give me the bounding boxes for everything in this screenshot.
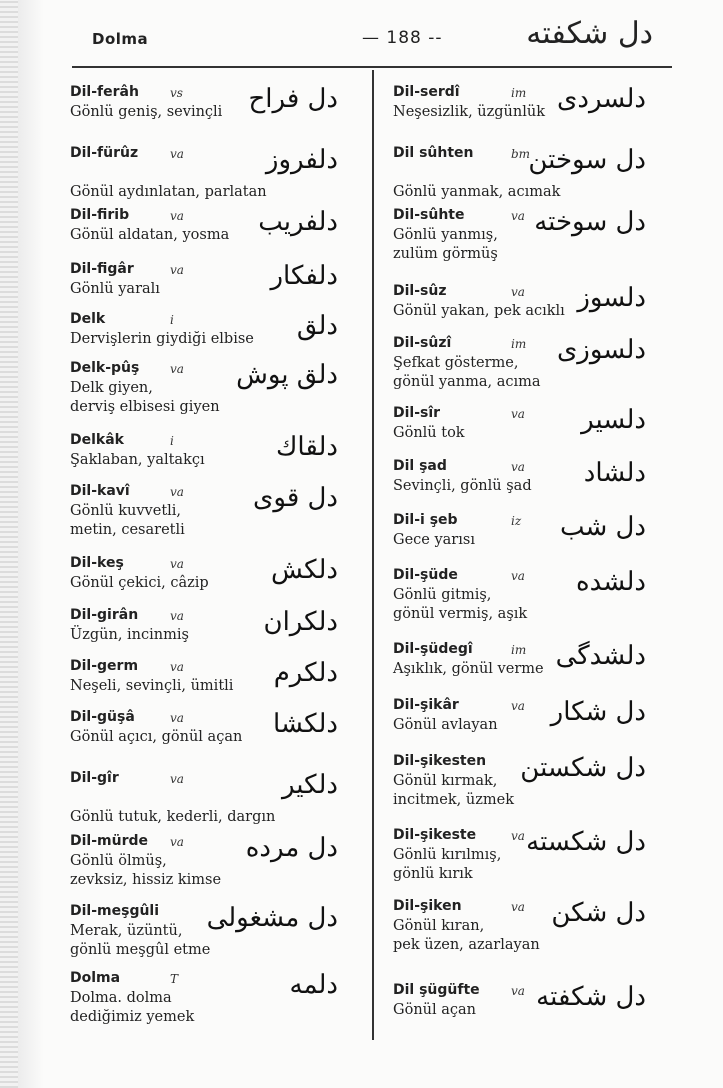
definition-line: Gönül kırmak,	[393, 773, 498, 789]
definition-line: Gönlü ölmüş,	[70, 853, 167, 869]
entry-grammar-type: va	[511, 699, 525, 713]
entry-definition	[70, 728, 242, 747]
entry-definition	[70, 789, 275, 827]
entry-definition	[393, 531, 475, 550]
header-arabic-headword: دل شكفته	[526, 16, 653, 51]
page-number: — 188 --	[362, 28, 443, 48]
definition-line: Gönlü tutuk, kederli, dargın	[70, 809, 276, 825]
definition-line: dediğimiz yemek	[70, 1009, 195, 1025]
entry-headword: Dil-gîr	[70, 770, 119, 786]
definition-line	[393, 164, 560, 183]
entry-arabic-script: دلكير	[281, 770, 338, 800]
definition-line: Gönül aldatan, yosma	[70, 227, 230, 243]
entry-headword: Dil-girân	[70, 607, 139, 623]
entry-headword: Dil-sûz	[393, 283, 447, 299]
definition-line: Gönlü kırılmış,	[393, 847, 502, 863]
entry-grammar-type: vs	[170, 86, 183, 100]
definition-line: metin, cesaretli	[70, 522, 185, 538]
entry-headword: Delkâk	[70, 432, 124, 448]
definition-line: Gönlü tok	[393, 425, 465, 441]
entry-arabic-script: دل شكستن	[520, 753, 646, 783]
header-headword: Dolma	[92, 30, 149, 48]
entry-definition	[70, 379, 220, 417]
entry-headword: Dil-germ	[70, 658, 139, 674]
definition-line: Gönül çekici, câzip	[70, 575, 209, 591]
entry-arabic-script: دلكران	[263, 607, 338, 637]
entry-arabic-script: دل سوخته	[534, 207, 646, 237]
entry-grammar-type: im	[511, 337, 527, 351]
entry-headword: Dolma	[70, 970, 121, 986]
entry-headword: Dil-mürde	[70, 833, 149, 849]
entry-arabic-script: دلفكار	[270, 261, 338, 291]
entry-definition	[70, 574, 209, 593]
entry-arabic-script: دلسردى	[557, 84, 646, 114]
entry-grammar-type: i	[170, 434, 174, 448]
entry-grammar-type: va	[170, 147, 184, 161]
entry-arabic-script: دل شب	[559, 512, 646, 542]
entry-headword: Dil şügüfte	[393, 982, 480, 998]
entry-definition	[70, 852, 221, 890]
entry-grammar-type: va	[170, 609, 184, 623]
entry-arabic-script: دل شكفته	[536, 982, 646, 1012]
definition-line: Sevinçli, gönlü şad	[393, 478, 532, 494]
definition-line: Aşıklık, gönül verme	[393, 661, 544, 677]
definition-line	[70, 789, 275, 808]
definition-line: derviş elbisesi giyen	[70, 399, 220, 415]
entry-grammar-type: va	[170, 557, 184, 571]
entry-definition	[393, 424, 465, 443]
entry-headword: Dil-firib	[70, 207, 130, 223]
definition-line: Gönlü gitmiş,	[393, 587, 492, 603]
definition-line: Gönlü yanmış,	[393, 227, 498, 243]
entry-definition	[393, 716, 498, 735]
entry-grammar-type: im	[511, 643, 527, 657]
definition-line: Üzgün, incinmiş	[70, 627, 189, 643]
definition-line: Gönül açan	[393, 1002, 476, 1018]
definition-line: Gönül kıran,	[393, 918, 485, 934]
entry-arabic-script: دلق	[296, 311, 338, 341]
entry-arabic-script: دلفريب	[258, 207, 338, 237]
entry-grammar-type: va	[511, 209, 525, 223]
entry-arabic-script: دلسير	[581, 405, 646, 435]
page-binding-edge	[0, 0, 19, 1088]
entry-definition	[70, 280, 160, 299]
entry-headword: Dil-serdî	[393, 84, 460, 100]
entry-definition	[393, 1001, 476, 1020]
entry-definition	[70, 330, 254, 349]
entry-headword: Delk	[70, 311, 106, 327]
definition-line: gönlü kırık	[393, 866, 473, 882]
entry-definition	[70, 103, 222, 122]
entry-headword: Dil-meşgûli	[70, 903, 160, 919]
definition-line: Gönlü yaralı	[70, 281, 160, 297]
definition-line: Gönlü yanmak, acımak	[393, 184, 561, 200]
definition-line: gönlü meşgûl etme	[70, 942, 211, 958]
entry-arabic-script: دلكش	[270, 555, 338, 585]
entry-headword: Dil sûhten	[393, 145, 474, 161]
entry-arabic-script: دل مشغولى	[206, 903, 338, 933]
entry-arabic-script: دل سوختن	[528, 145, 646, 175]
entry-arabic-script: دل قوى	[253, 483, 338, 513]
entry-definition	[393, 477, 532, 496]
entry-definition	[70, 677, 233, 696]
entry-arabic-script: دلشاد	[583, 458, 646, 488]
entry-definition	[393, 226, 498, 264]
entry-definition	[70, 626, 189, 645]
entry-grammar-type: bm	[511, 147, 531, 161]
entry-definition	[70, 451, 205, 470]
entry-definition	[393, 917, 540, 955]
entry-arabic-script: دل شكسته	[526, 827, 646, 857]
definition-line: Gönül açıcı, gönül açan	[70, 729, 243, 745]
entry-definition	[70, 502, 185, 540]
entry-definition	[70, 164, 267, 202]
entry-headword: Dil-i şeb	[393, 512, 458, 528]
definition-line: zulüm görmüş	[393, 246, 498, 262]
entry-headword: Dil şad	[393, 458, 447, 474]
entry-definition	[393, 164, 560, 202]
definition-line: Neşesizlik, üzgünlük	[393, 104, 545, 120]
entry-grammar-type: va	[511, 285, 525, 299]
definition-line: pek üzen, azarlayan	[393, 937, 540, 953]
entry-arabic-script: دلشدگى	[555, 641, 646, 671]
entry-definition	[393, 846, 501, 884]
entry-headword: Dil-güşâ	[70, 709, 135, 725]
entry-definition	[70, 226, 229, 245]
entry-grammar-type: va	[511, 984, 525, 998]
entry-definition	[393, 103, 545, 122]
entry-headword: Dil-şiken	[393, 898, 462, 914]
entry-grammar-type: va	[170, 362, 184, 376]
definition-line: Gönül yakan, pek acıklı	[393, 303, 565, 319]
definition-line: zevksiz, hissiz kimse	[70, 872, 222, 888]
column-divider	[372, 70, 374, 1040]
definition-line: Gönlü kuvvetli,	[70, 503, 182, 519]
entry-headword: Dil-sûzî	[393, 335, 452, 351]
entry-grammar-type: va	[511, 900, 525, 914]
entry-definition	[393, 354, 541, 392]
entry-grammar-type: i	[170, 313, 174, 327]
page-header	[0, 0, 723, 70]
entry-grammar-type: va	[170, 209, 184, 223]
entry-headword: Dil-şikeste	[393, 827, 477, 843]
entry-arabic-script: دلمه	[289, 970, 338, 1000]
entry-headword: Dil-ferâh	[70, 84, 139, 100]
entry-arabic-script: دل فراح	[248, 84, 338, 114]
entry-grammar-type: va	[511, 460, 525, 474]
definition-line: Delk giyen,	[70, 380, 153, 396]
entry-grammar-type: iz	[511, 514, 522, 528]
definition-line: gönül vermiş, aşık	[393, 606, 528, 622]
definition-line: Dervişlerin giydiği elbise	[70, 331, 254, 347]
entry-grammar-type: va	[170, 263, 184, 277]
entry-headword: Dil-şüdegî	[393, 641, 473, 657]
definition-line: Dolma. dolma	[70, 990, 172, 1006]
entry-headword: Delk-pûş	[70, 360, 140, 376]
entry-headword: Dil-şüde	[393, 567, 458, 583]
entry-definition	[393, 586, 527, 624]
definition-line: Gece yarısı	[393, 532, 475, 548]
entry-arabic-script: دلسوز	[577, 283, 646, 313]
definition-line: Neşeli, sevinçli, ümitli	[70, 678, 234, 694]
entry-grammar-type: va	[511, 569, 525, 583]
entry-grammar-type: va	[170, 660, 184, 674]
entry-headword: Dil-sîr	[393, 405, 441, 421]
definition-line: Gönül aydınlatan, parlatan	[70, 184, 267, 200]
definition-line: Şefkat gösterme,	[393, 355, 519, 371]
header-rule	[72, 66, 672, 68]
definition-line: Gönül avlayan	[393, 717, 498, 733]
entry-headword: Dil-şikâr	[393, 697, 459, 713]
entry-definition	[393, 302, 565, 321]
entry-headword: Dil-kavî	[70, 483, 130, 499]
entry-grammar-type: T	[170, 972, 179, 986]
entry-arabic-script: دلقاك	[275, 432, 338, 462]
definition-line: Şaklaban, yaltakçı	[70, 452, 205, 468]
entry-arabic-script: دل شكار	[550, 697, 646, 727]
entry-definition	[393, 660, 544, 679]
entry-grammar-type: va	[170, 835, 184, 849]
entry-grammar-type: va	[170, 711, 184, 725]
entry-grammar-type: im	[511, 86, 527, 100]
definition-line: Merak, üzüntü,	[70, 923, 183, 939]
definition-line: gönül yanma, acıma	[393, 374, 541, 390]
entry-grammar-type: va	[511, 829, 525, 843]
entry-arabic-script: دلكرم	[273, 658, 338, 688]
entry-definition	[70, 989, 194, 1027]
entry-arabic-script: دلشده	[576, 567, 646, 597]
entry-headword: Dil-figâr	[70, 261, 134, 277]
entry-arabic-script: دلق پوش	[236, 360, 338, 390]
entry-grammar-type: va	[170, 485, 184, 499]
entry-headword: Dil-şikesten	[393, 753, 487, 769]
entry-definition	[393, 772, 514, 810]
entry-headword: Dil-sûhte	[393, 207, 465, 223]
definition-line	[70, 164, 267, 183]
entry-grammar-type: va	[511, 407, 525, 421]
entry-arabic-script: دل مرده	[245, 833, 338, 863]
entry-headword: Dil-keş	[70, 555, 124, 571]
entry-arabic-script: دلسوزى	[556, 335, 646, 365]
page-binding-shadow	[18, 0, 44, 1088]
entry-arabic-script: دلكشا	[273, 709, 338, 739]
entry-arabic-script: دل شكن	[551, 898, 646, 928]
entry-definition	[70, 922, 210, 960]
entry-grammar-type: va	[170, 772, 184, 786]
definition-line: incitmek, üzmek	[393, 792, 514, 808]
entry-arabic-script: دلفروز	[265, 145, 338, 175]
entry-headword: Dil-fürûz	[70, 145, 139, 161]
definition-line: Gönlü geniş, sevinçli	[70, 104, 223, 120]
